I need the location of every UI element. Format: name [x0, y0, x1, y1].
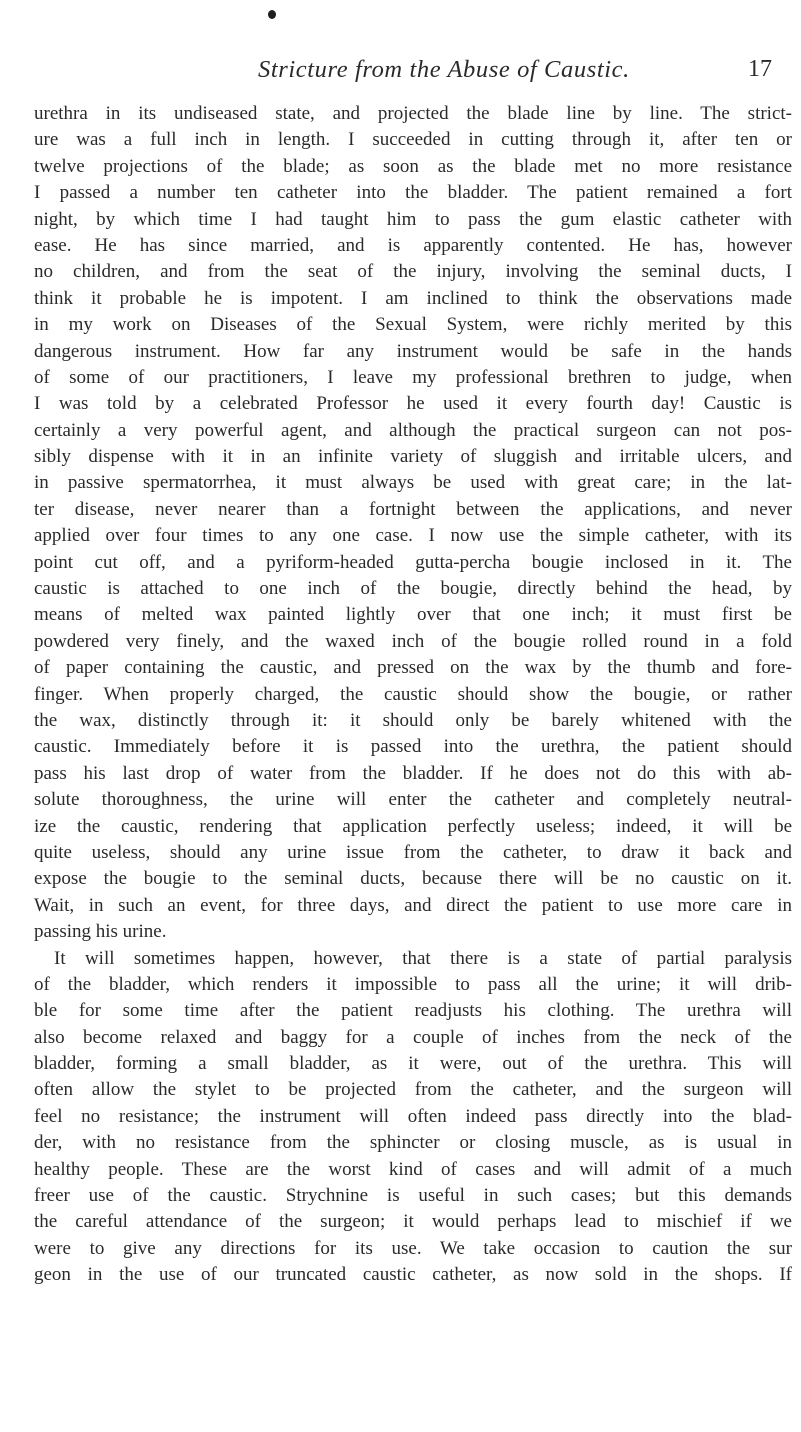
- text-line: applied over four times to any one case. I now use the simple catheter, with its: [34, 525, 792, 547]
- text-line: I was told by a celebrated Professor he used it every fourth day! Caustic is: [34, 393, 792, 415]
- text-line: twelve projections of the blade; as soon as the blade met no more resistance: [34, 155, 792, 177]
- text-line: the wax, distinctly through it: it should only be barely whitened with the: [34, 709, 792, 731]
- text-line: solute thoroughness, the urine will enter the catheter and completely neutral-: [34, 789, 792, 811]
- text-line: means of melted wax painted lightly over that one inch; it must first be: [34, 604, 792, 626]
- text-line: urethra in its undiseased state, and projected the blade line by line. The strict-: [34, 103, 792, 124]
- text-line: geon in the use of our truncated caustic catheter, as now sold in the shops. If: [34, 1264, 792, 1286]
- text-line: dangerous instrument. How far any instrument would be safe in the hands: [34, 340, 792, 362]
- text-line: also become relaxed and baggy for a couple of inches from the neck of the: [34, 1026, 792, 1048]
- text-line: the careful attendance of the surgeon; it would perhaps lead to mischief if we: [34, 1211, 792, 1233]
- text-line: caustic. Immediately before it is passed into the urethra, the patient should: [34, 736, 792, 758]
- text-line: Wait, in such an event, for three days, and direct the patient to use more care in: [34, 894, 792, 916]
- text-line: powdered very finely, and the waxed inch of the bougie rolled round in a fold: [34, 630, 792, 652]
- text-line: think it probable he is impotent. I am inclined to think the observations made: [34, 287, 792, 309]
- text-line: certainly a very powerful agent, and although the practical surgeon can not pos-: [34, 419, 792, 441]
- text-line: ize the caustic, rendering that application perfectly useless; indeed, it will be: [34, 815, 792, 837]
- text-line: der, with no resistance from the sphincter or closing muscle, as is usual in: [34, 1132, 792, 1154]
- text-line: caustic is attached to one inch of the bougie, directly behind the head, by: [34, 578, 792, 600]
- text-line: pass his last drop of water from the bladder. If he does not do this with ab-: [34, 762, 792, 784]
- text-line: in my work on Diseases of the Sexual System, were richly merited by this: [34, 314, 792, 336]
- body-text: [34, 101, 792, 1289]
- text-line: expose the bougie to the seminal ducts, because there will be no caustic on it.: [34, 868, 792, 890]
- text-line: passing his urine.: [34, 921, 167, 943]
- running-head: [0, 56, 801, 86]
- text-line: freer use of the caustic. Strychnine is useful in such cases; but this demands: [34, 1185, 792, 1207]
- text-line: quite useless, should any urine issue from the catheter, to draw it back and: [34, 841, 792, 863]
- ink-speck: [268, 10, 276, 19]
- text-line: feel no resistance; the instrument will often indeed pass directly into the blad-: [34, 1105, 792, 1127]
- page-number: 17: [748, 56, 772, 82]
- text-line: ease. He has since married, and is apparently contented. He has, however: [34, 234, 792, 256]
- text-line: bladder, forming a small bladder, as it were, out of the urethra. This will: [34, 1053, 792, 1075]
- text-line: of some of our practitioners, I leave my professional brethren to judge, when: [34, 366, 792, 388]
- text-line: I passed a number ten catheter into the bladder. The patient remained a fort: [34, 182, 792, 204]
- text-line: sibly dispense with it in an infinite variety of sluggish and irritable ulcers, and: [34, 446, 792, 468]
- text-line: healthy people. These are the worst kind of cases and will admit of a much: [34, 1158, 792, 1180]
- running-title: Stricture from the Abuse of Caustic.: [258, 56, 630, 83]
- text-line: ure was a full inch in length. I succeeded in cutting through it, after ten or: [34, 129, 792, 151]
- text-line: point cut off, and a pyriform-headed gutta-percha bougie inclosed in it. The: [34, 551, 792, 573]
- text-line: night, by which time I had taught him to pass the gum elastic catheter with: [34, 208, 792, 230]
- text-line: ter disease, never nearer than a fortnight between the applications, and never: [34, 498, 792, 520]
- text-line: in passive spermatorrhea, it must always be used with great care; in the lat-: [34, 472, 792, 494]
- text-line: of the bladder, which renders it impossible to pass all the urine; it will drib-: [34, 973, 792, 995]
- text-line: no children, and from the seat of the injury, involving the seminal ducts, I: [34, 261, 792, 283]
- text-line: ble for some time after the patient readjusts his clothing. The urethra will: [34, 1000, 792, 1022]
- text-line: It will sometimes happen, however, that there is a state of partial paralysis: [54, 947, 792, 969]
- text-line: were to give any directions for its use. We take occasion to caution the sur: [34, 1237, 792, 1259]
- text-line: often allow the stylet to be projected from the catheter, and the surgeon will: [34, 1079, 792, 1101]
- text-line: finger. When properly charged, the caustic should show the bougie, or rather: [34, 683, 792, 705]
- text-line: of paper containing the caustic, and pressed on the wax by the thumb and fore-: [34, 657, 792, 679]
